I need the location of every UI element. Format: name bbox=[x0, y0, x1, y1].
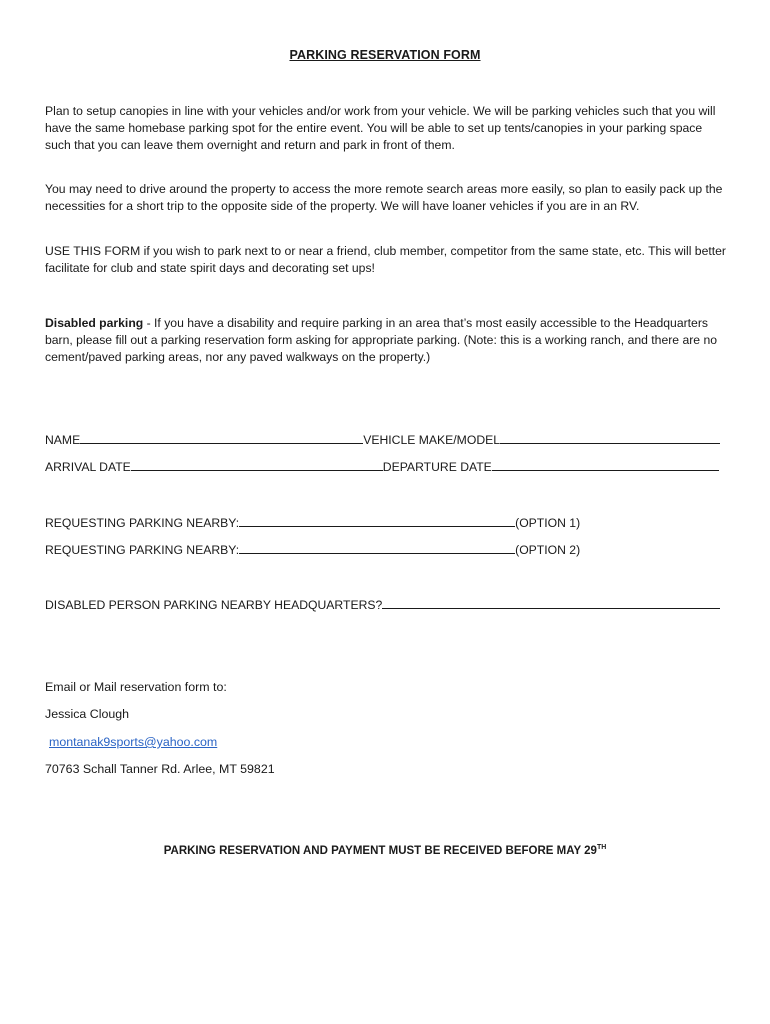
deadline-text: PARKING RESERVATION AND PAYMENT MUST BE RECEIVED BEFORE MAY 29 bbox=[163, 845, 597, 857]
disabled-hq-label: DISABLED PERSON PARKING NEARBY HEADQUARTERS? bbox=[45, 598, 383, 612]
disabled-parking-text: - If you have a disability and require parking in an area that’s most easily accessible to the Headquarters barn, please fill out a parking reservation form asking for appropriate parking. (Note: this is a working ranch, and there are no cement/paved parking areas, nor any paved walkways on the property.) bbox=[45, 316, 718, 365]
dates-row bbox=[45, 459, 719, 474]
intro-paragraph-canopies: Plan to setup canopies in line with your vehicles and/or work from your vehicle. We will be parking vehicles such that you will have the same homebase parking spot for the entire event. You will be able to set up tents/canopies in your parking space such that you can leave them overnight and return and park in front of them. bbox=[45, 104, 716, 153]
deadline-notice bbox=[0, 845, 770, 857]
arrival-date-label: ARRIVAL DATE bbox=[45, 460, 131, 474]
deadline-superscript: TH bbox=[596, 844, 607, 852]
intro-paragraph-use-form: USE THIS FORM if you wish to park next to or near a friend, club member, competitor from the same state, etc. This will better facilitate for club and state spirit days and decorating set ups! bbox=[45, 244, 726, 276]
contact-intro: Email or Mail reservation form to: bbox=[45, 680, 227, 694]
vehicle-label: VEHICLE MAKE/MODEL bbox=[363, 433, 501, 447]
contact-address: 70763 Schall Tanner Rd. Arlee, MT 59821 bbox=[45, 762, 275, 776]
disabled-parking-label: Disabled parking bbox=[45, 316, 144, 330]
arrival-date-field[interactable] bbox=[131, 459, 383, 471]
vehicle-field[interactable] bbox=[500, 432, 720, 444]
nearby-option2-row bbox=[45, 542, 580, 557]
name-label: NAME bbox=[45, 433, 81, 447]
nearby-option1-label: REQUESTING PARKING NEARBY: bbox=[45, 516, 240, 530]
disabled-hq-field[interactable] bbox=[382, 597, 720, 609]
contact-name: Jessica Clough bbox=[45, 707, 130, 721]
name-field[interactable] bbox=[80, 432, 363, 444]
name-vehicle-row bbox=[45, 432, 720, 447]
nearby-option2-field[interactable] bbox=[239, 542, 515, 554]
nearby-option2-label: REQUESTING PARKING NEARBY: bbox=[45, 543, 240, 557]
contact-email-link[interactable]: montanak9sports@yahoo.com bbox=[49, 735, 218, 749]
nearby-option2-suffix: (OPTION 2) bbox=[515, 543, 581, 557]
intro-paragraph-property: You may need to drive around the property to access the more remote search areas more easily, so plan to easily pack up the necessities for a short trip to the opposite side of the property. We will have loaner vehicles if you are in an RV. bbox=[45, 182, 723, 214]
departure-date-field[interactable] bbox=[492, 459, 719, 471]
disabled-hq-row bbox=[45, 597, 720, 612]
nearby-option1-suffix: (OPTION 1) bbox=[515, 516, 581, 530]
disabled-parking-paragraph bbox=[45, 315, 729, 367]
nearby-option1-field[interactable] bbox=[239, 515, 515, 527]
nearby-option1-row bbox=[45, 515, 580, 530]
departure-date-label: DEPARTURE DATE bbox=[382, 460, 492, 474]
form-title: PARKING RESERVATION FORM bbox=[289, 48, 481, 62]
